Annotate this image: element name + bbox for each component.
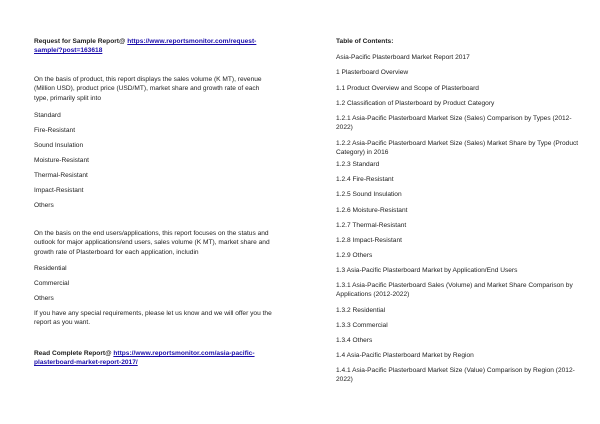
toc-entry: 1.2.8 Impact-Resistant [336, 237, 402, 244]
toc-entry: 1.3.1 Asia-Pacific Plasterboard Sales (Volume) and Market Share Comparison by Applications (2012-2022) [336, 282, 573, 299]
complete-report-label: Read Complete Report@ [34, 350, 114, 357]
toc-entry: 1.2.9 Others [336, 252, 373, 259]
toc-entry: 1.2.2 Asia-Pacific Plasterboard Market Size (Sales) Market Share by Type (Product Category) in 2016 [336, 140, 579, 157]
toc-entry: 1.2.5 Sound Insulation [336, 191, 402, 198]
toc-entry: 1.2.6 Moisture-Resistant [336, 207, 408, 214]
sample-request-link[interactable]: https://www.reportsmonitor.com/request-sample/?post=163618 [34, 38, 257, 55]
product-intro-paragraph: On the basis of product, this report displays the sales volume (K MT), revenue (Million USD), product price (USD/MT), market share and growth rate of each type, primarily split into [34, 76, 262, 102]
product-type-fire-resistant: Fire-Resistant [34, 127, 76, 134]
application-intro-paragraph: On the basis on the end users/applications, this report focuses on the status and outlook for major applications/end users, sales volume (K MT), market share and growth rate of Plasterboard for each application, includin [34, 230, 270, 256]
product-type-impact-resistant: Impact-Resistant [34, 187, 84, 194]
sample-request-line [34, 37, 274, 56]
product-type-thermal-resistant: Thermal-Resistant [34, 172, 88, 179]
complete-report-line [34, 349, 274, 368]
toc-entry: Asia-Pacific Plasterboard Market Report 2017 [336, 54, 470, 61]
toc-entry: 1.1 Product Overview and Scope of Plasterboard [336, 85, 479, 92]
application-residential: Residential [34, 265, 67, 272]
toc-entry: 1 Plasterboard Overview [336, 69, 409, 76]
toc-entry: 1.2.4 Fire-Resistant [336, 176, 394, 183]
special-requirements-note: If you have any special requirements, please let us know and we will offer you the report as you want. [34, 310, 272, 327]
product-type-others: Others [34, 202, 54, 209]
product-type-sound-insulation: Sound Insulation [34, 142, 84, 149]
toc-entry: 1.2 Classification of Plasterboard by Product Category [336, 100, 495, 107]
sample-request-label: Request for Sample Report@ [34, 38, 128, 45]
toc-entry: 1.3.4 Others [336, 337, 373, 344]
complete-report-link[interactable]: https://www.reportsmonitor.com/asia-pacific-plasterboard-market-report-2017/ [34, 350, 255, 367]
toc-entry: 1.2.3 Standard [336, 161, 380, 168]
product-type-standard: Standard [34, 112, 61, 119]
toc-entry: 1.3.3 Commercial [336, 322, 388, 329]
toc-entry: 1.4.1 Asia-Pacific Plasterboard Market Size (Value) Comparison by Region (2012-2022) [336, 367, 575, 384]
application-others: Others [34, 295, 54, 302]
toc-entry: 1.2.7 Thermal-Resistant [336, 222, 407, 229]
toc-heading: Table of Contents: [336, 38, 394, 45]
toc-entry: 1.3 Asia-Pacific Plasterboard Market by Application/End Users [336, 267, 518, 274]
toc-entry: 1.4 Asia-Pacific Plasterboard Market by Region [336, 352, 474, 359]
product-type-moisture-resistant: Moisture-Resistant [34, 157, 89, 164]
toc-entry: 1.2.1 Asia-Pacific Plasterboard Market Size (Sales) Comparison by Types (2012-2022) [336, 115, 572, 132]
application-commercial: Commercial [34, 280, 70, 287]
toc-entry: 1.3.2 Residential [336, 307, 386, 314]
